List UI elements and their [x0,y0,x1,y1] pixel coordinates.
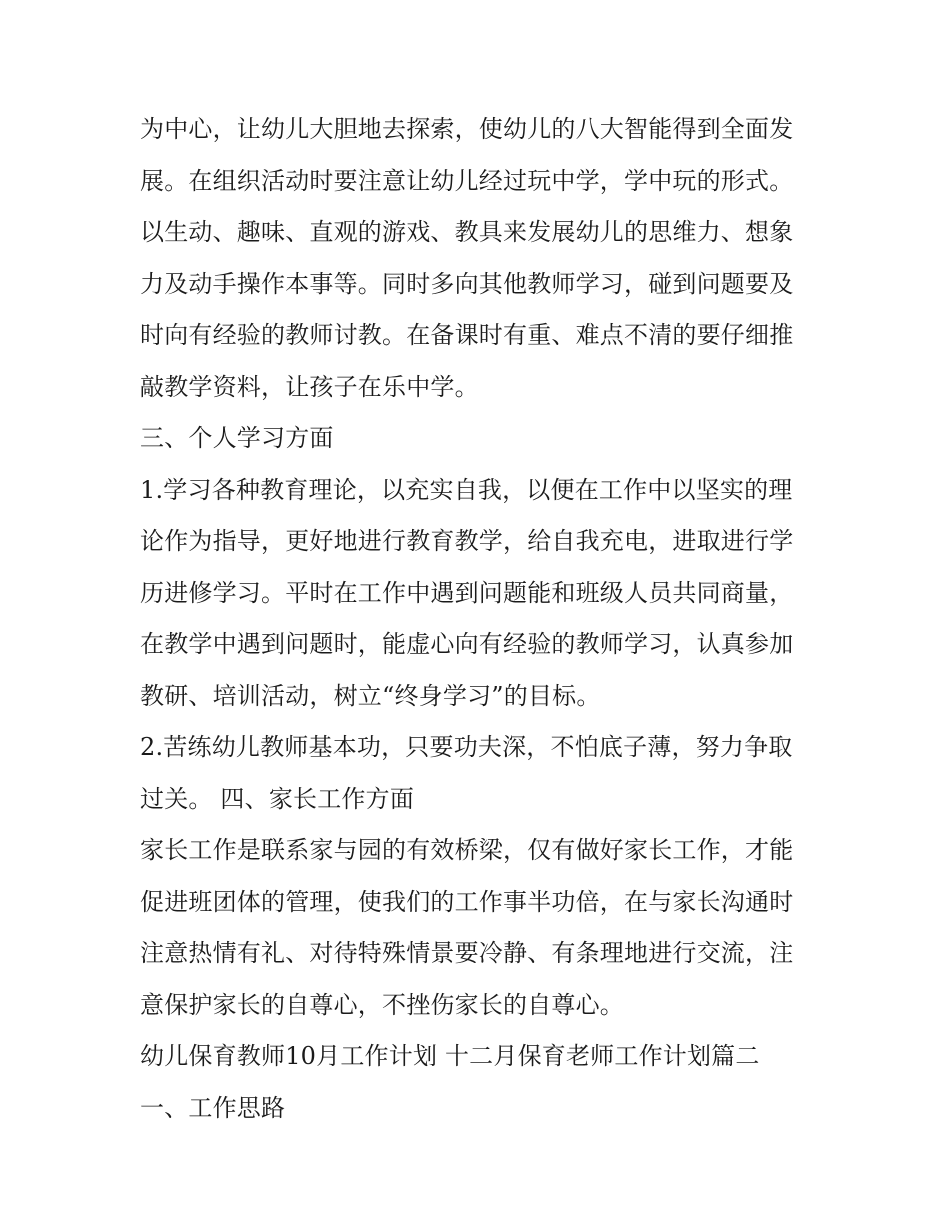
text-line: 家长工作是联系家与园的有效桥梁，仅有做好家长工作，才能 [140,836,794,864]
text-line: 在教学中遇到问题时，能虚心向有经验的教师学习，认真参加 [140,630,794,658]
text-line: 教研、培训活动，树立“终身学习”的目标。 [140,681,601,710]
text-line: 力及动手操作本事等。同时多向其他教师学习，碰到问题要及 [140,269,794,298]
text-line: 1.学习各种教育理论，以充实自我，以便在工作中以坚实的理 [140,475,793,504]
text-line: 敲教学资料，让孩子在乐中学。 [140,372,479,401]
section-heading: 三、个人学习方面 [140,424,334,452]
text-line: 过关。 四、家长工作方面 [140,784,415,813]
text-line: 注意热情有礼、对待特殊情景要冷静、有条理地进行交流，注 [140,939,794,967]
document-body [140,104,820,1134]
section-title: 幼儿保育教师10月工作计划 十二月保育老师工作计划篇二 [140,1042,760,1070]
text-line: 时向有经验的教师讨教。在备课时有重、难点不清的要仔细推 [140,321,794,349]
text-line: 促进班团体的管理，使我们的工作事半功倍，在与家长沟通时 [140,887,794,916]
text-line: 展。在组织活动时要注意让幼儿经过玩中学，学中玩的形式。 [140,166,794,195]
section-heading: 一、工作思路 [140,1093,286,1122]
text-line: 论作为指导，更好地进行教育教学，给自我充电，进取进行学 [140,527,794,555]
text-line: 以生动、趣味、直观的游戏、教具来发展幼儿的思维力、想象 [140,218,794,246]
text-line: 历进修学习。平时在工作中遇到问题能和班级人员共同商量， [140,578,794,607]
text-line: 为中心，让幼儿大胆地去探索，使幼儿的八大智能得到全面发 [140,115,794,143]
text-line: 2.苦练幼儿教师基本功，只要功夫深，不怕底子薄，努力争取 [140,733,793,761]
text-line: 意保护家长的自尊心，不挫伤家长的自尊心。 [140,990,624,1019]
